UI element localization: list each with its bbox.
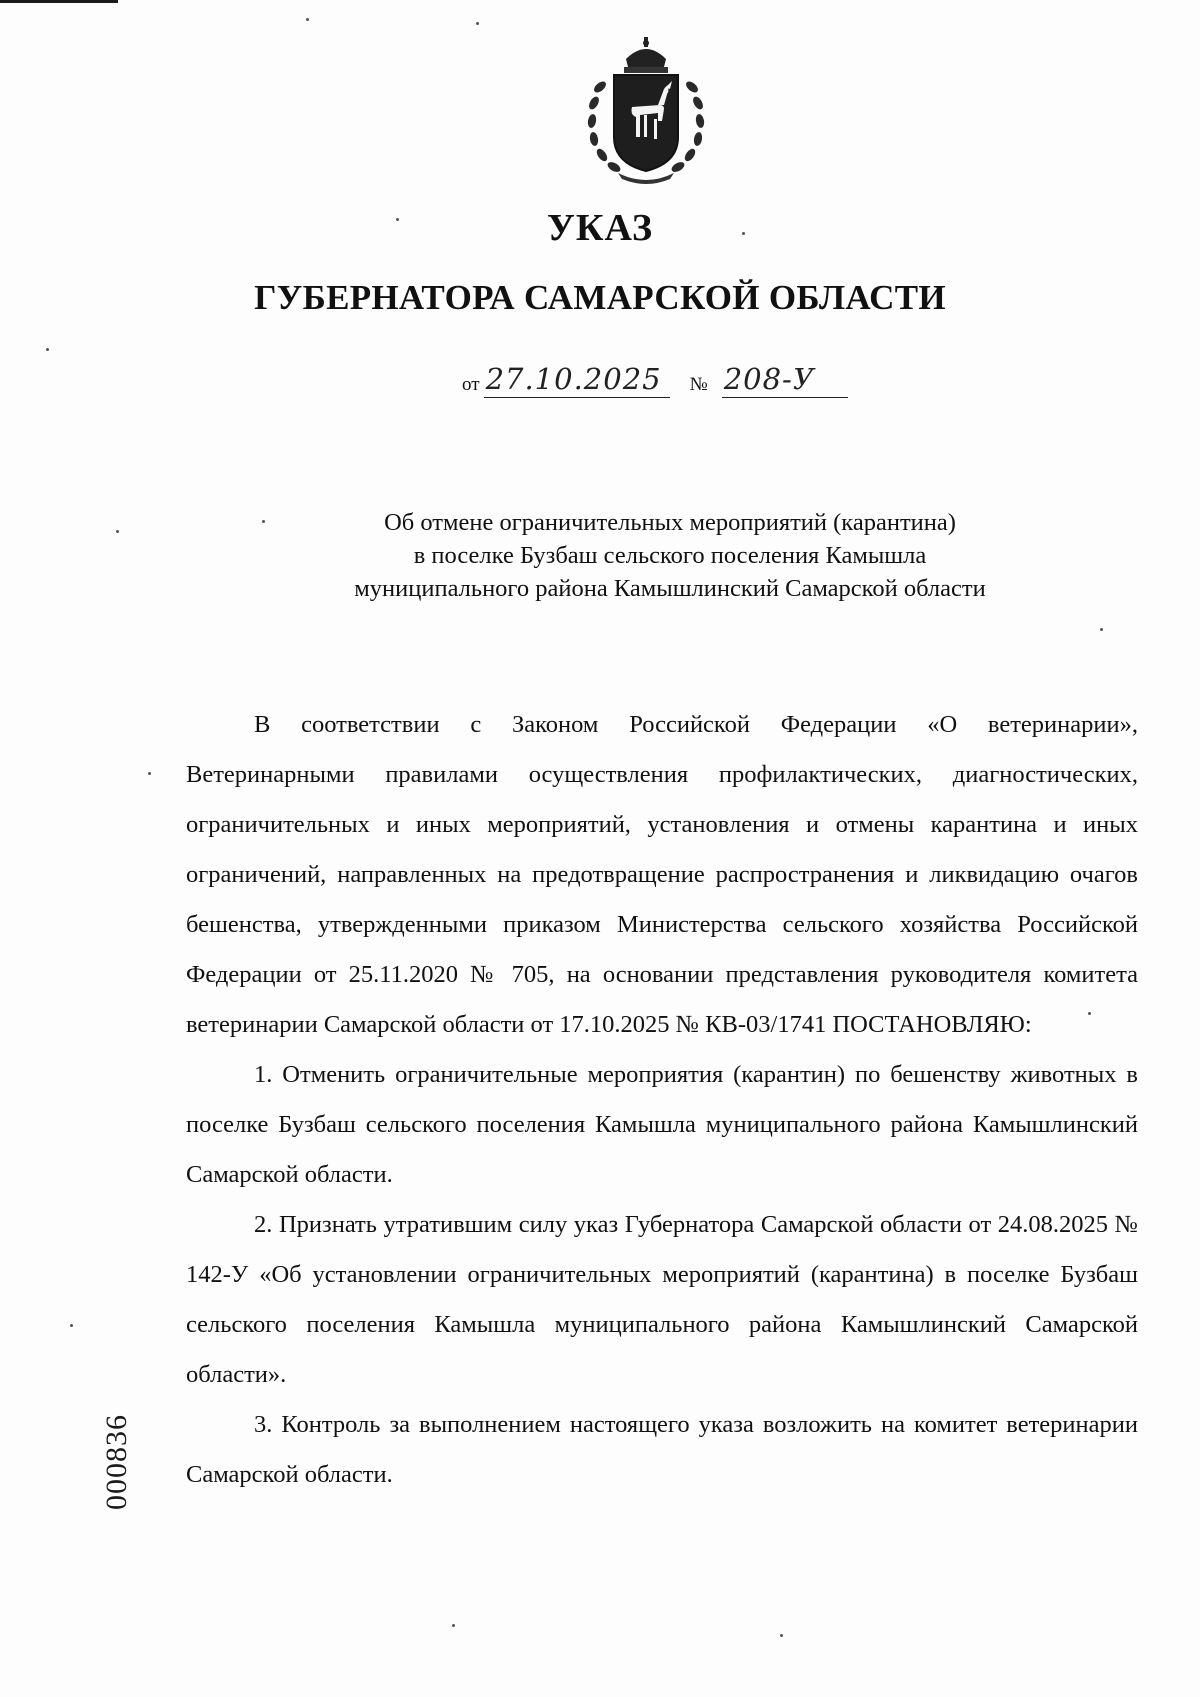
handwritten-date: 27.10.2025 — [484, 365, 670, 398]
clause-2-paragraph: 2. Признать утратившим силу указ Губернатора Самарской области от 24.08.2025 № 142-У «Об установлении ограничительных мероприятий (карантина) в поселке Бузбаш сельского поселения Камышла муниципального района Камышлинский Самарской области». — [186, 1211, 1138, 1388]
clause-1-paragraph: 1. Отменить ограничительные мероприятия (карантин) по бешенству животных в поселке Бузбаш сельского поселения Камышла муниципального района Камышлинский Самарской области. — [186, 1061, 1138, 1188]
scan-speck — [306, 18, 309, 21]
scan-edge-mark — [0, 0, 118, 3]
preamble-paragraph: В соответствии с Законом Российской Федерации «О ветеринарии», Ветеринарными правилами осуществления профилактических, диагностических, ограничительных и иных мероприятий, установления и отмены карантина и иных ограничений, направленных на предотвращение распространения и ликвидацию очагов бешенства, утвержденными приказом Министерства сельского хозяйства Российской Федерации от 25.11.2020 № 705, на основании представления руководителя комитета ветеринарии Самарской области от 17.10.2025 № КВ-03/1741 ПОСТАНОВЛЯЮ: — [186, 711, 1138, 1038]
number-prefix: № — [689, 374, 708, 395]
scan-speck — [742, 232, 745, 235]
issuer-title: ГУБЕРНАТОРА САМАРСКОЙ ОБЛАСТИ — [254, 278, 946, 317]
scan-speck — [148, 772, 151, 775]
scan-speck — [262, 520, 265, 523]
scan-speck — [1088, 1012, 1091, 1015]
scan-speck — [70, 1324, 73, 1327]
scan-speck — [46, 348, 49, 351]
serial-number-stamp: 000836 — [100, 1414, 133, 1510]
clause-3-paragraph: 3. Контроль за выполнением настоящего указа возложить на комитет ветеринарии Самарской области. — [186, 1411, 1138, 1488]
subject-line: Об отмене ограничительных мероприятий (карантина) — [384, 509, 956, 536]
date-number-line — [462, 362, 848, 398]
scan-speck — [116, 530, 119, 533]
coat-of-arms-icon — [584, 37, 708, 185]
scan-speck — [476, 22, 479, 25]
document-type-title: УКАЗ — [547, 207, 653, 249]
scan-speck — [780, 1634, 783, 1637]
handwritten-number: 208-У — [722, 365, 848, 398]
scan-speck — [1100, 628, 1103, 631]
date-prefix: от — [462, 374, 480, 395]
subject-line: муниципального района Камышлинский Самарской области — [354, 575, 986, 602]
subject-line: в поселке Бузбаш сельского поселения Камышла — [413, 542, 927, 569]
scan-speck — [396, 218, 399, 221]
document-body — [186, 700, 1138, 1500]
document-subject — [0, 506, 1200, 605]
scan-speck — [452, 1624, 455, 1627]
